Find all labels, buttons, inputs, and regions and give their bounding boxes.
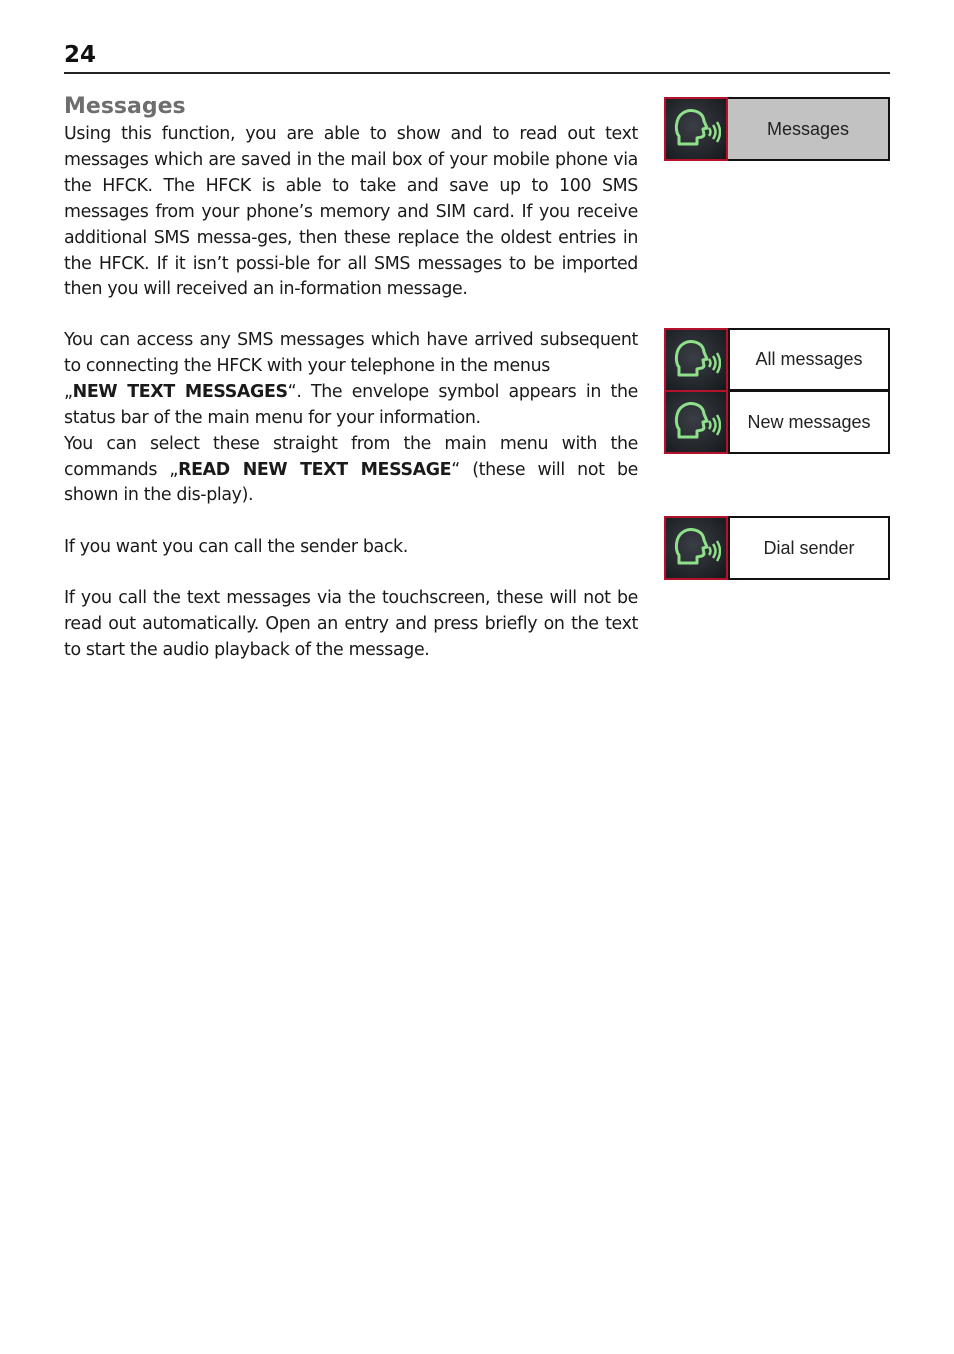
voice-button-dial-sender[interactable]: [664, 516, 890, 580]
access-text-c: You can select these straight from the main menu with the commands: [64, 433, 638, 480]
access-text-b: “. The envelope symbol appears in the status bar of the main menu for your information.: [64, 381, 638, 428]
quote-open-2: „: [169, 459, 179, 480]
section-title: Messages: [64, 94, 186, 119]
command-read-new-text-message: READ NEW TEXT MESSAGE: [178, 459, 452, 480]
menu-name-new-text-messages: NEW TEXT MESSAGES: [72, 381, 288, 402]
header-divider: [64, 72, 890, 74]
voice-button-label: All messages: [728, 328, 890, 391]
paragraph-access-text: [64, 328, 638, 509]
voice-button-messages[interactable]: [664, 97, 890, 161]
voice-command-icon: [664, 390, 728, 454]
paragraph-intro-text: Using this function, you are able to show and to read out text messages which are saved in the mail box of your mobile phone via the HFCK. The HFCK is able to take and save up to 100 SMS messages from your phone’s memory and SIM card. If you receive additional SMS messa-ges, then these replace the oldest entries in the HFCK. If it isn’t possi-ble for all SMS messages to be imported then you will received an in-formation message.: [64, 124, 638, 300]
access-text-d: “ (these will not be shown in the dis-play).: [64, 459, 638, 506]
voice-button-new-messages[interactable]: [664, 390, 890, 454]
paragraph-touchscreen-text: If you call the text messages via the touchscreen, these will not be read out automatically. Open an entry and press briefly on the text to start the audio playback of the message.: [64, 588, 638, 660]
voice-button-label: New messages: [728, 390, 890, 454]
access-text-a: You can access any SMS messages which have arrived subsequent to connecting the HFCK with your telephone in the menus: [64, 330, 638, 376]
voice-command-icon: [664, 97, 728, 161]
voice-button-all-messages[interactable]: [664, 328, 890, 391]
paragraph-call-back: [64, 535, 638, 561]
quote-open: „: [64, 381, 73, 402]
voice-button-label: Dial sender: [728, 516, 890, 580]
voice-button-label: Messages: [728, 97, 890, 161]
voice-command-icon: [664, 516, 728, 580]
paragraph-access: [64, 328, 638, 509]
voice-command-icon: [664, 328, 728, 392]
paragraph-call-back-text: If you want you can call the sender back.: [64, 537, 408, 557]
page-number: 24: [64, 42, 97, 68]
paragraph-touchscreen: [64, 586, 638, 664]
paragraph-intro: [64, 122, 638, 303]
